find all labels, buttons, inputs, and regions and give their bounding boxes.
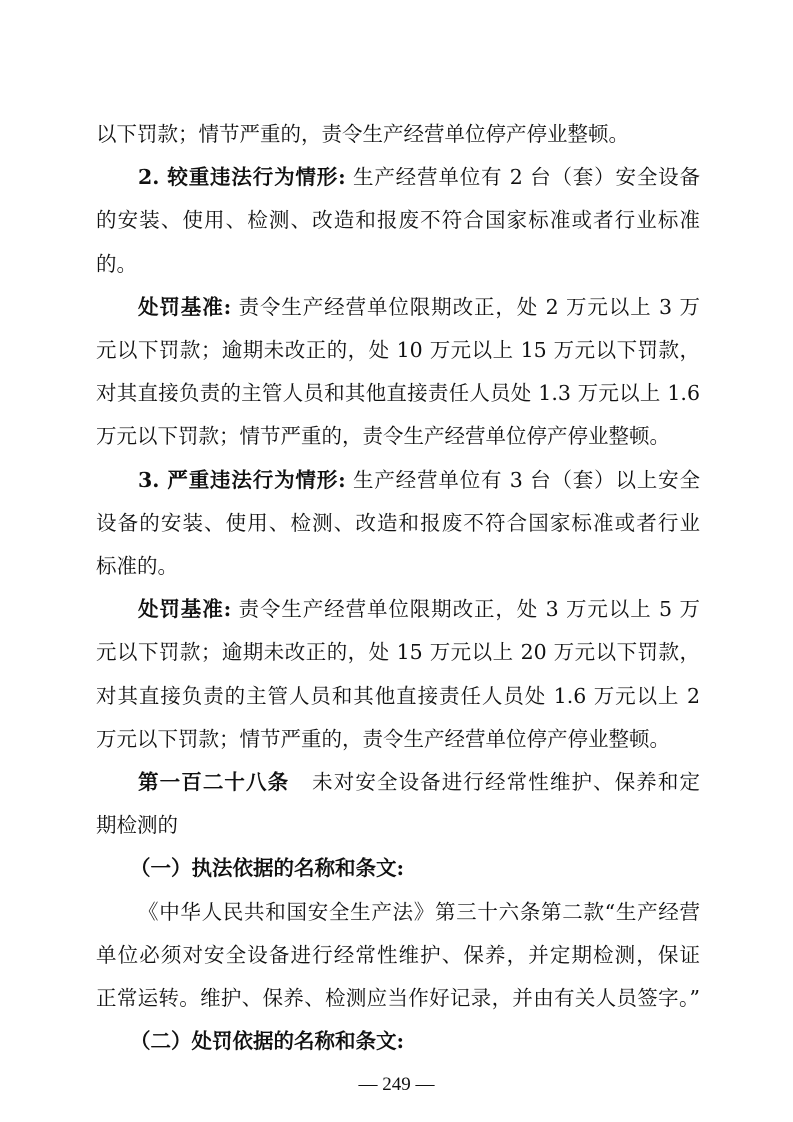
line-text: 以下罚款；情节严重的，责令生产经营单位停产停业整顿。 (96, 122, 629, 146)
line-text: 责令生产经营单位限期改正，处 2 万元以上 3 万 (231, 295, 700, 319)
severity-case-2-label: 2. 较重违法行为情形: (138, 165, 346, 189)
severity-case-3-label: 3. 严重违法行为情形: (138, 468, 346, 492)
severity-case-2-heading (138, 155, 700, 199)
penalty-standard-2 (138, 285, 700, 329)
penalty-standard-label: 处罚基准: (138, 295, 232, 319)
line-text: 标准的。 (96, 554, 178, 578)
article-128-heading (138, 760, 700, 804)
text-line (96, 544, 700, 588)
text-line (96, 803, 700, 847)
severity-case-3-heading (138, 458, 700, 502)
penalty-standard-3 (138, 587, 700, 631)
section-heading-text: （二）处罚依据的名称和条文: (130, 1029, 405, 1053)
line-text: 期检测的 (96, 813, 178, 837)
section-heading-text: （一）执法依据的名称和条文: (130, 856, 405, 880)
line-text: 元以下罚款；逾期未改正的，处 15 万元以上 20 万元以下罚款， (96, 640, 700, 664)
line-text: 正常运转。维护、保养、检测应当作好记录，并由有关人员签字。” (96, 986, 700, 1010)
section-heading-penalty-basis (130, 1019, 700, 1063)
page-number: — 249 — (358, 1074, 435, 1095)
line-text: 责令生产经营单位限期改正，处 3 万元以上 5 万 (231, 597, 700, 621)
line-text: 元以下罚款；逾期未改正的，处 10 万元以上 15 万元以下罚款， (96, 338, 700, 362)
line-text: 的。 (96, 252, 137, 276)
text-line (96, 630, 700, 674)
text-line (96, 717, 700, 761)
line-text: 对其直接负责的主管人员和其他直接责任人员处 1.3 万元以上 1.6 (96, 381, 700, 405)
text-line (96, 242, 700, 286)
line-text: 对其直接负责的主管人员和其他直接责任人员处 1.6 万元以上 2 (96, 684, 700, 708)
section-heading-legal-basis (130, 846, 700, 890)
line-text: 生产经营单位有 2 台（套）安全设备 (345, 165, 700, 189)
article-number: 第一百二十八条 (138, 770, 290, 794)
text-line (96, 976, 700, 1020)
line-text: 的安装、使用、检测、改造和报废不符合国家标准或者行业标准 (96, 208, 700, 232)
line-text: 生产经营单位有 3 台（套）以上安全 (345, 468, 700, 492)
text-line (96, 414, 700, 458)
text-line (96, 674, 700, 718)
text-line (138, 890, 700, 934)
line-text: 单位必须对安全设备进行经常性维护、保养，并定期检测，保证 (96, 943, 700, 967)
text-line (96, 198, 700, 242)
text-line (96, 933, 700, 977)
line-text: 设备的安装、使用、检测、改造和报废不符合国家标准或者行业 (96, 511, 700, 535)
article-title: 未对安全设备进行经常性维护、保养和定 (289, 770, 700, 794)
line-text: 万元以下罚款；情节严重的，责令生产经营单位停产停业整顿。 (96, 727, 670, 751)
line-text: 万元以下罚款；情节严重的，责令生产经营单位停产停业整顿。 (96, 424, 670, 448)
text-line (96, 112, 700, 156)
penalty-standard-label: 处罚基准: (138, 597, 232, 621)
text-line (96, 371, 700, 415)
text-line (96, 328, 700, 372)
line-text: 《中华人民共和国安全生产法》第三十六条第二款“生产经营 (138, 900, 700, 924)
text-line (96, 501, 700, 545)
